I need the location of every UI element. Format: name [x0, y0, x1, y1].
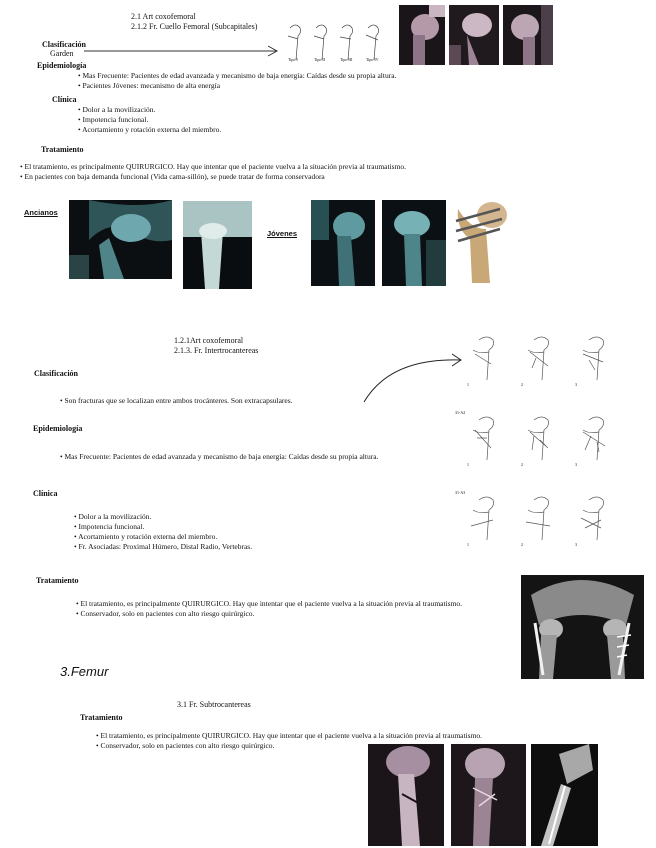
garden-arrow [84, 44, 284, 58]
s1-clinica-list [78, 105, 221, 135]
ao-num: 2 [521, 382, 523, 387]
s1-epi-item: • Pacientes Jóvenes: mecanismo de alta energía [78, 81, 396, 91]
ao-arrow [360, 348, 468, 406]
s1-epidemiologia-list [78, 71, 396, 91]
ao-row-label: 31-A2 [455, 410, 466, 415]
xray-image-pelvis-fixation [521, 575, 644, 679]
s1-tratamiento-heading: Tratamiento [41, 145, 84, 154]
ao-num: 3 [575, 382, 577, 387]
s1-clinica-item: • Dolor a la movilización. [78, 105, 221, 115]
section3-heading: 3.Femur [60, 664, 109, 679]
s2-epidemiologia-heading: Epidemiología [33, 424, 83, 433]
s3-trat-item: • Conservador, solo en pacientes con alto riesgo quirúrgico. [96, 741, 482, 751]
ao-classification-sketch [455, 330, 630, 565]
s1-garden-label: Garden [50, 49, 74, 58]
ao-num: 1 [467, 382, 469, 387]
s2-clasificacion-heading: Clasificación [34, 369, 78, 378]
s1-clinica-item: • Impotencia funcional. [78, 115, 221, 125]
garden-label-3: Tipo III [340, 57, 353, 62]
xray-image-subcapital-3 [503, 5, 553, 65]
ancianos-label: Ancianos [24, 208, 58, 217]
s2-epidemiologia-list [60, 452, 420, 462]
jovenes-label: Jóvenes [267, 229, 298, 238]
s2-clinica-heading: Clínica [33, 489, 58, 498]
ao-row-label: 31-A3 [455, 490, 466, 495]
xray-image-jovenes-1 [311, 200, 375, 286]
s1-epi-item: • Mas Frecuente: Pacientes de edad avanzada y mecanismo de baja energía: Caídas desde su propia altura. [78, 71, 396, 81]
xray-image-subtrochanteric-2 [451, 744, 526, 846]
s2-trat-item: • El tratamiento, es principalmente QUIRURGICO. Hay que intentar que el paciente vuelva a la situación previa al traumatismo. [76, 599, 516, 609]
section1-title1: 2.1 Art coxofemoral [131, 12, 196, 21]
s2-clinica-list [74, 512, 252, 552]
garden-label-2: Tipo II [314, 57, 326, 62]
s1-trat-item: • El tratamiento, es principalmente QUIRURGICO. Hay que intentar que el paciente vuelva a la situación previa al traumatismo. [20, 162, 406, 172]
xray-image-ancianos-1 [69, 200, 172, 279]
s1-trat-item: • En pacientes con baja demanda funcional (Vida cama-sillón), se puede tratar de forma conservadora [20, 172, 406, 182]
xray-image-subcapital-1 [399, 5, 445, 65]
ao-num: 2 [521, 542, 523, 547]
s2-tratamiento-list [76, 599, 516, 619]
s2-epi-item: • Mas Frecuente: Pacientes de edad avanzada y mecanismo de baja energía: Caídas desde su propia altura. [60, 452, 420, 462]
s3-tratamiento-heading: Tratamiento [80, 713, 123, 722]
garden-label-4: Tipo IV [366, 57, 379, 62]
section2-title2: 2.1.3. Fr. Intertrocantereas [174, 346, 259, 355]
xray-image-jovenes-2 [382, 200, 446, 286]
ao-num: 1 [467, 462, 469, 467]
section3-subtitle: 3.1 Fr. Subtrocantereas [177, 700, 251, 709]
s2-clinica-item: • Fr. Asociadas: Proximal Húmero, Distal Radio, Vertebras. [74, 542, 252, 552]
garden-classification-sketch [282, 18, 392, 66]
s2-clinica-item: • Dolor a la movilización. [74, 512, 252, 522]
s2-clas-item: • Son fracturas que se localizan entre ambos trocánteres. Son extracapsulares. [60, 396, 293, 406]
ao-num: 3 [575, 462, 577, 467]
section2-title1: 1.2.1Art coxofemoral [174, 336, 244, 345]
s2-clinica-item: • Impotencia funcional. [74, 522, 252, 532]
s2-clasificacion-list [60, 396, 293, 406]
s1-tratamiento-list [20, 162, 406, 182]
s2-trat-item: • Conservador, solo en pacientes con alto riesgo quirúrgico. [76, 609, 516, 619]
xray-image-subtrochanteric-3 [531, 744, 598, 846]
xray-image-subtrochanteric-1 [368, 744, 444, 846]
s1-clinica-heading: Clínica [52, 95, 77, 104]
s2-clinica-item: • Acortamiento y rotación externa del miembro. [74, 532, 252, 542]
ao-num: 1 [467, 542, 469, 547]
s1-clasificacion-heading: Clasificación [42, 40, 86, 49]
s1-epidemiologia-heading: Epidemiología [37, 61, 87, 70]
section1-title2: 2.1.2 Fr. Cuello Femoral (Subcapitales) [131, 22, 258, 31]
xray-image-ancianos-2 [183, 201, 252, 289]
s2-tratamiento-heading: Tratamiento [36, 576, 79, 585]
xray-image-subcapital-2 [449, 5, 499, 65]
s3-trat-item: • El tratamiento, es principalmente QUIRURGICO. Hay que intentar que el paciente vuelva a la situación previa al traumatismo. [96, 731, 482, 741]
garden-label-1: Tipo I [288, 57, 298, 62]
s1-clinica-item: • Acortamiento y rotación externa del miembro. [78, 125, 221, 135]
ao-num: 2 [521, 462, 523, 467]
ao-num: 3 [575, 542, 577, 547]
femur-screw-illustration [450, 199, 514, 283]
